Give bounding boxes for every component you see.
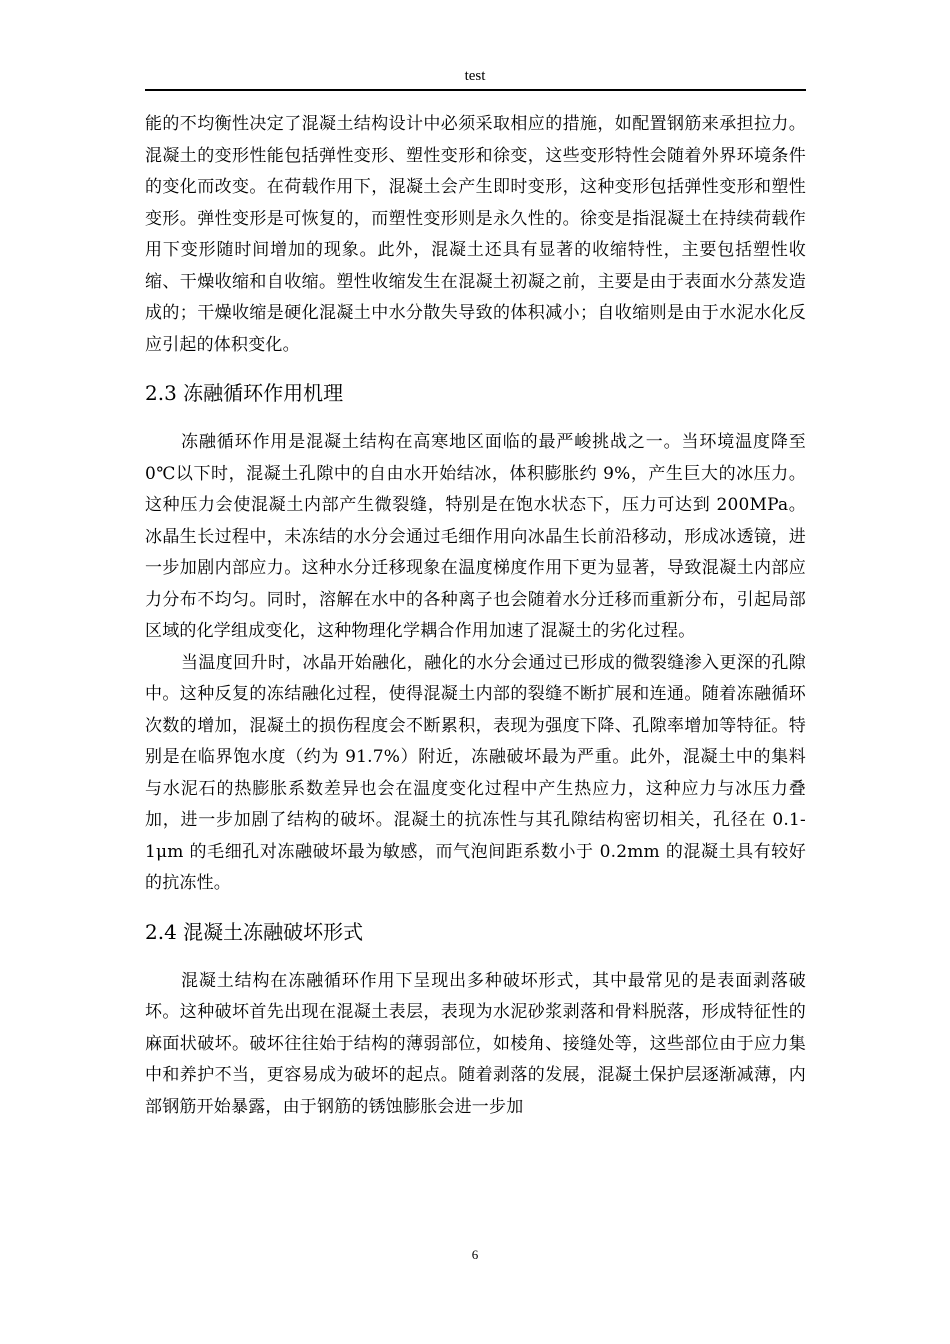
paragraph-2-3-1: 冻融循环作用是混凝土结构在高寒地区面临的最严峻挑战之一。当环境温度降至 0℃以下时，混凝土孔隙中的自由水开始结冰，体积膨胀约 9%，产生巨大的冰压力。这种压力会使混凝土内部产生微裂缝，特别是在饱水状态下，压力可达到 200MPa。冰晶生长过程中，未冻结的水分会通过毛细作用向冰晶生长前沿移动，形成冰透镜，进一步加剧内部应力。这种水分迁移现象在温度梯度作用下更为显著，导致混凝土内部应力分布不均匀。同时，溶解在水中的各种离子也会随着水分迁移而重新分布，引起局部区域的化学组成变化，这种物理化学耦合作用加速了混凝土的劣化过程。 <box>145 432 806 641</box>
header-rule <box>145 89 806 91</box>
paragraph-continuation: 能的不均衡性决定了混凝土结构设计中必须采取相应的措施，如配置钢筋来承担拉力。混凝土的变形性能包括弹性变形、塑性变形和徐变，这些变形特性会随着外界环境条件的变化而改变。在荷载作用下，混凝土会产生即时变形，这种变形包括弹性变形和塑性变形。弹性变形是可恢复的，而塑性变形则是永久性的。徐变是指混凝土在持续荷载作用下变形随时间增加的现象。此外，混凝土还具有显著的收缩特性，主要包括塑性收缩、干燥收缩和自收缩。塑性收缩发生在混凝土初凝之前，主要是由于表面水分蒸发造成的；干燥收缩是硬化混凝土中水分散失导致的体积减小；自收缩则是由于水泥水化反应引起的体积变化。 <box>145 114 806 355</box>
document-body <box>145 109 806 1123</box>
paragraph-2-4-1: 混凝土结构在冻融循环作用下呈现出多种破坏形式，其中最常见的是表面剥落破坏。这种破坏首先出现在混凝土表层，表现为水泥砂浆剥落和骨料脱落，形成特征性的麻面状破坏。破坏往往始于结构的薄弱部位，如棱角、接缝处等，这些部位由于应力集中和养护不当，更容易成为破坏的起点。随着剥落的发展，混凝土保护层逐渐减薄，内部钢筋开始暴露，由于钢筋的锈蚀膨胀会进一步加 <box>145 970 806 1117</box>
page-number: 6 <box>471 1247 479 1262</box>
page-header: test <box>464 68 486 84</box>
paragraph-2-3-2: 当温度回升时，冰晶开始融化，融化的水分会通过已形成的微裂缝渗入更深的孔隙中。这种反复的冻结融化过程，使得混凝土内部的裂缝不断扩展和连通。随着冻融循环次数的增加，混凝土的损伤程度会不断累积，表现为强度下降、孔隙率增加等特征。特别是在临界饱水度（约为 91.7%）附近，冻融破坏最为严重。此外，混凝土中的集料与水泥石的热膨胀系数差异也会在温度变化过程中产生热应力，这种应力与冰压力叠加，进一步加剧了结构的破坏。混凝土的抗冻性与其孔隙结构密切相关，孔径在 0.1-1μm 的毛细孔对冻融破坏最为敏感，而气泡间距系数小于 0.2mm 的混凝土具有较好的抗冻性。 <box>145 652 806 893</box>
section-heading-2-4: 2.4 混凝土冻融破坏形式 <box>145 919 364 944</box>
section-heading-2-3: 2.3 冻融循环作用机理 <box>145 381 344 405</box>
